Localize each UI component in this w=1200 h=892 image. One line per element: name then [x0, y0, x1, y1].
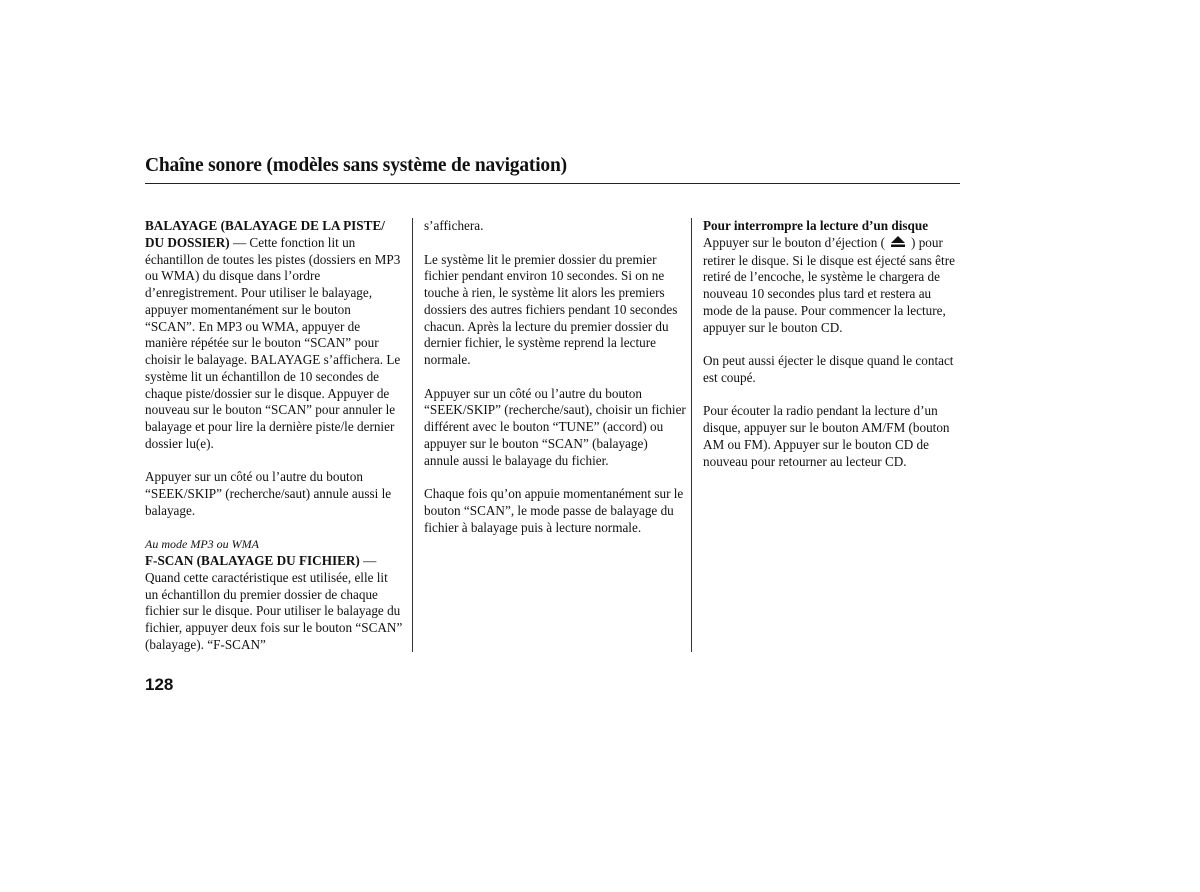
page-header [145, 152, 960, 180]
stop-paragraph [703, 235, 963, 337]
page-title: Chaîne sonore (modèles sans système de navigation) [145, 155, 567, 176]
header-rule [145, 183, 960, 184]
stop-heading: Pour interrompre la lecture d’un disque [703, 218, 929, 233]
column-divider-2 [691, 218, 692, 652]
column-1 [145, 218, 403, 670]
fscan-dash: — [359, 553, 377, 568]
scan-text: Cette fonction lit un échantillon de toutes les pistes (dossiers en MP3 ou WMA) du disque dans l’ordre d’enregistrement. Pour utiliser le balayage, appuyer momentanément sur le bouton “SCAN”. En MP3 ou WMA, appuyer de manière répétée sur le bouton “SCAN” pour choisir le balayage. BALAYAGE s’affichera. Le système lit un échantillon de 10 secondes de chaque piste/dossier sur le disque. Appuyer de nouveau sur le bouton “SCAN” pour annuler le balayage et pour lire la dernière piste/le dernier dossier lu(e). [145, 234, 401, 451]
seek-paragraph: Appuyer sur un côté ou l’autre du bouton “SEEK/SKIP” (recherche/saut) annule aussi le balayage. [145, 469, 392, 518]
page-number: 128 [145, 675, 174, 694]
col2-paragraph-2: Le système lit le premier dossier du premier fichier pendant environ 10 secondes. Si on ne touche à rien, le système lit alors les premiers dossiers des autres fichiers pendant 10 secondes chacun. Après la lecture du premier dossier du dernier fichier, le système reprend la lecture normale. [424, 251, 678, 367]
fscan-text: Quand cette caractéristique est utilisée, elle lit un échantillon du premier dossier de chaque fichier sur le disque. Pour utiliser le balayage du fichier, appuyer deux fois sur le bouton “SCAN” (balayage). “F-SCAN” [145, 569, 403, 652]
scan-heading: BALAYAGE (BALAYAGE DE LA PISTE/ DU DOSSIER) [145, 218, 385, 250]
column-3 [703, 218, 963, 487]
col2-paragraph-3: Appuyer sur un côté ou l’autre du bouton “SEEK/SKIP” (recherche/saut), choisir un fichier différent avec le bouton “TUNE” (accord) ou appuyer sur le bouton “SCAN” (balayage) annule aussi le balayage du fichier. [424, 385, 686, 468]
scan-dash: — [229, 234, 250, 250]
eject-icon [885, 236, 911, 253]
col2-paragraph-1: s’affichera. [424, 218, 484, 233]
scan-paragraph [145, 218, 403, 453]
col3-paragraph-3: Pour écouter la radio pendant la lecture d’un disque, appuyer sur le bouton AM/FM (bouton AM ou FM). Appuyer sur le bouton CD de nouveau pour retourner au lecteur CD. [703, 403, 950, 469]
stop-text-b: ) pour retirer le disque. Si le disque est éjecté sans être retiré de l’encoche, le système le chargera de nouveau 10 secondes plus tard et restera au mode de la pause. Pour commencer la lecture, appuyer sur le bouton CD. [703, 234, 955, 335]
column-2 [424, 218, 686, 553]
col2-paragraph-4: Chaque fois qu’on appuie momentanément sur le bouton “SCAN”, le mode passe de balayage du fichier à balayage puis à lecture normale. [424, 486, 684, 535]
col3-paragraph-2: On peut aussi éjecter le disque quand le contact est coupé. [703, 353, 954, 385]
fscan-paragraph [145, 553, 403, 654]
mode-note: Au mode MP3 ou WMA [145, 537, 259, 552]
column-divider-1 [412, 218, 413, 652]
stop-text-a: Appuyer sur le bouton d’éjection ( [703, 234, 886, 250]
fscan-heading: F-SCAN (BALAYAGE DU FICHIER) [145, 553, 360, 568]
